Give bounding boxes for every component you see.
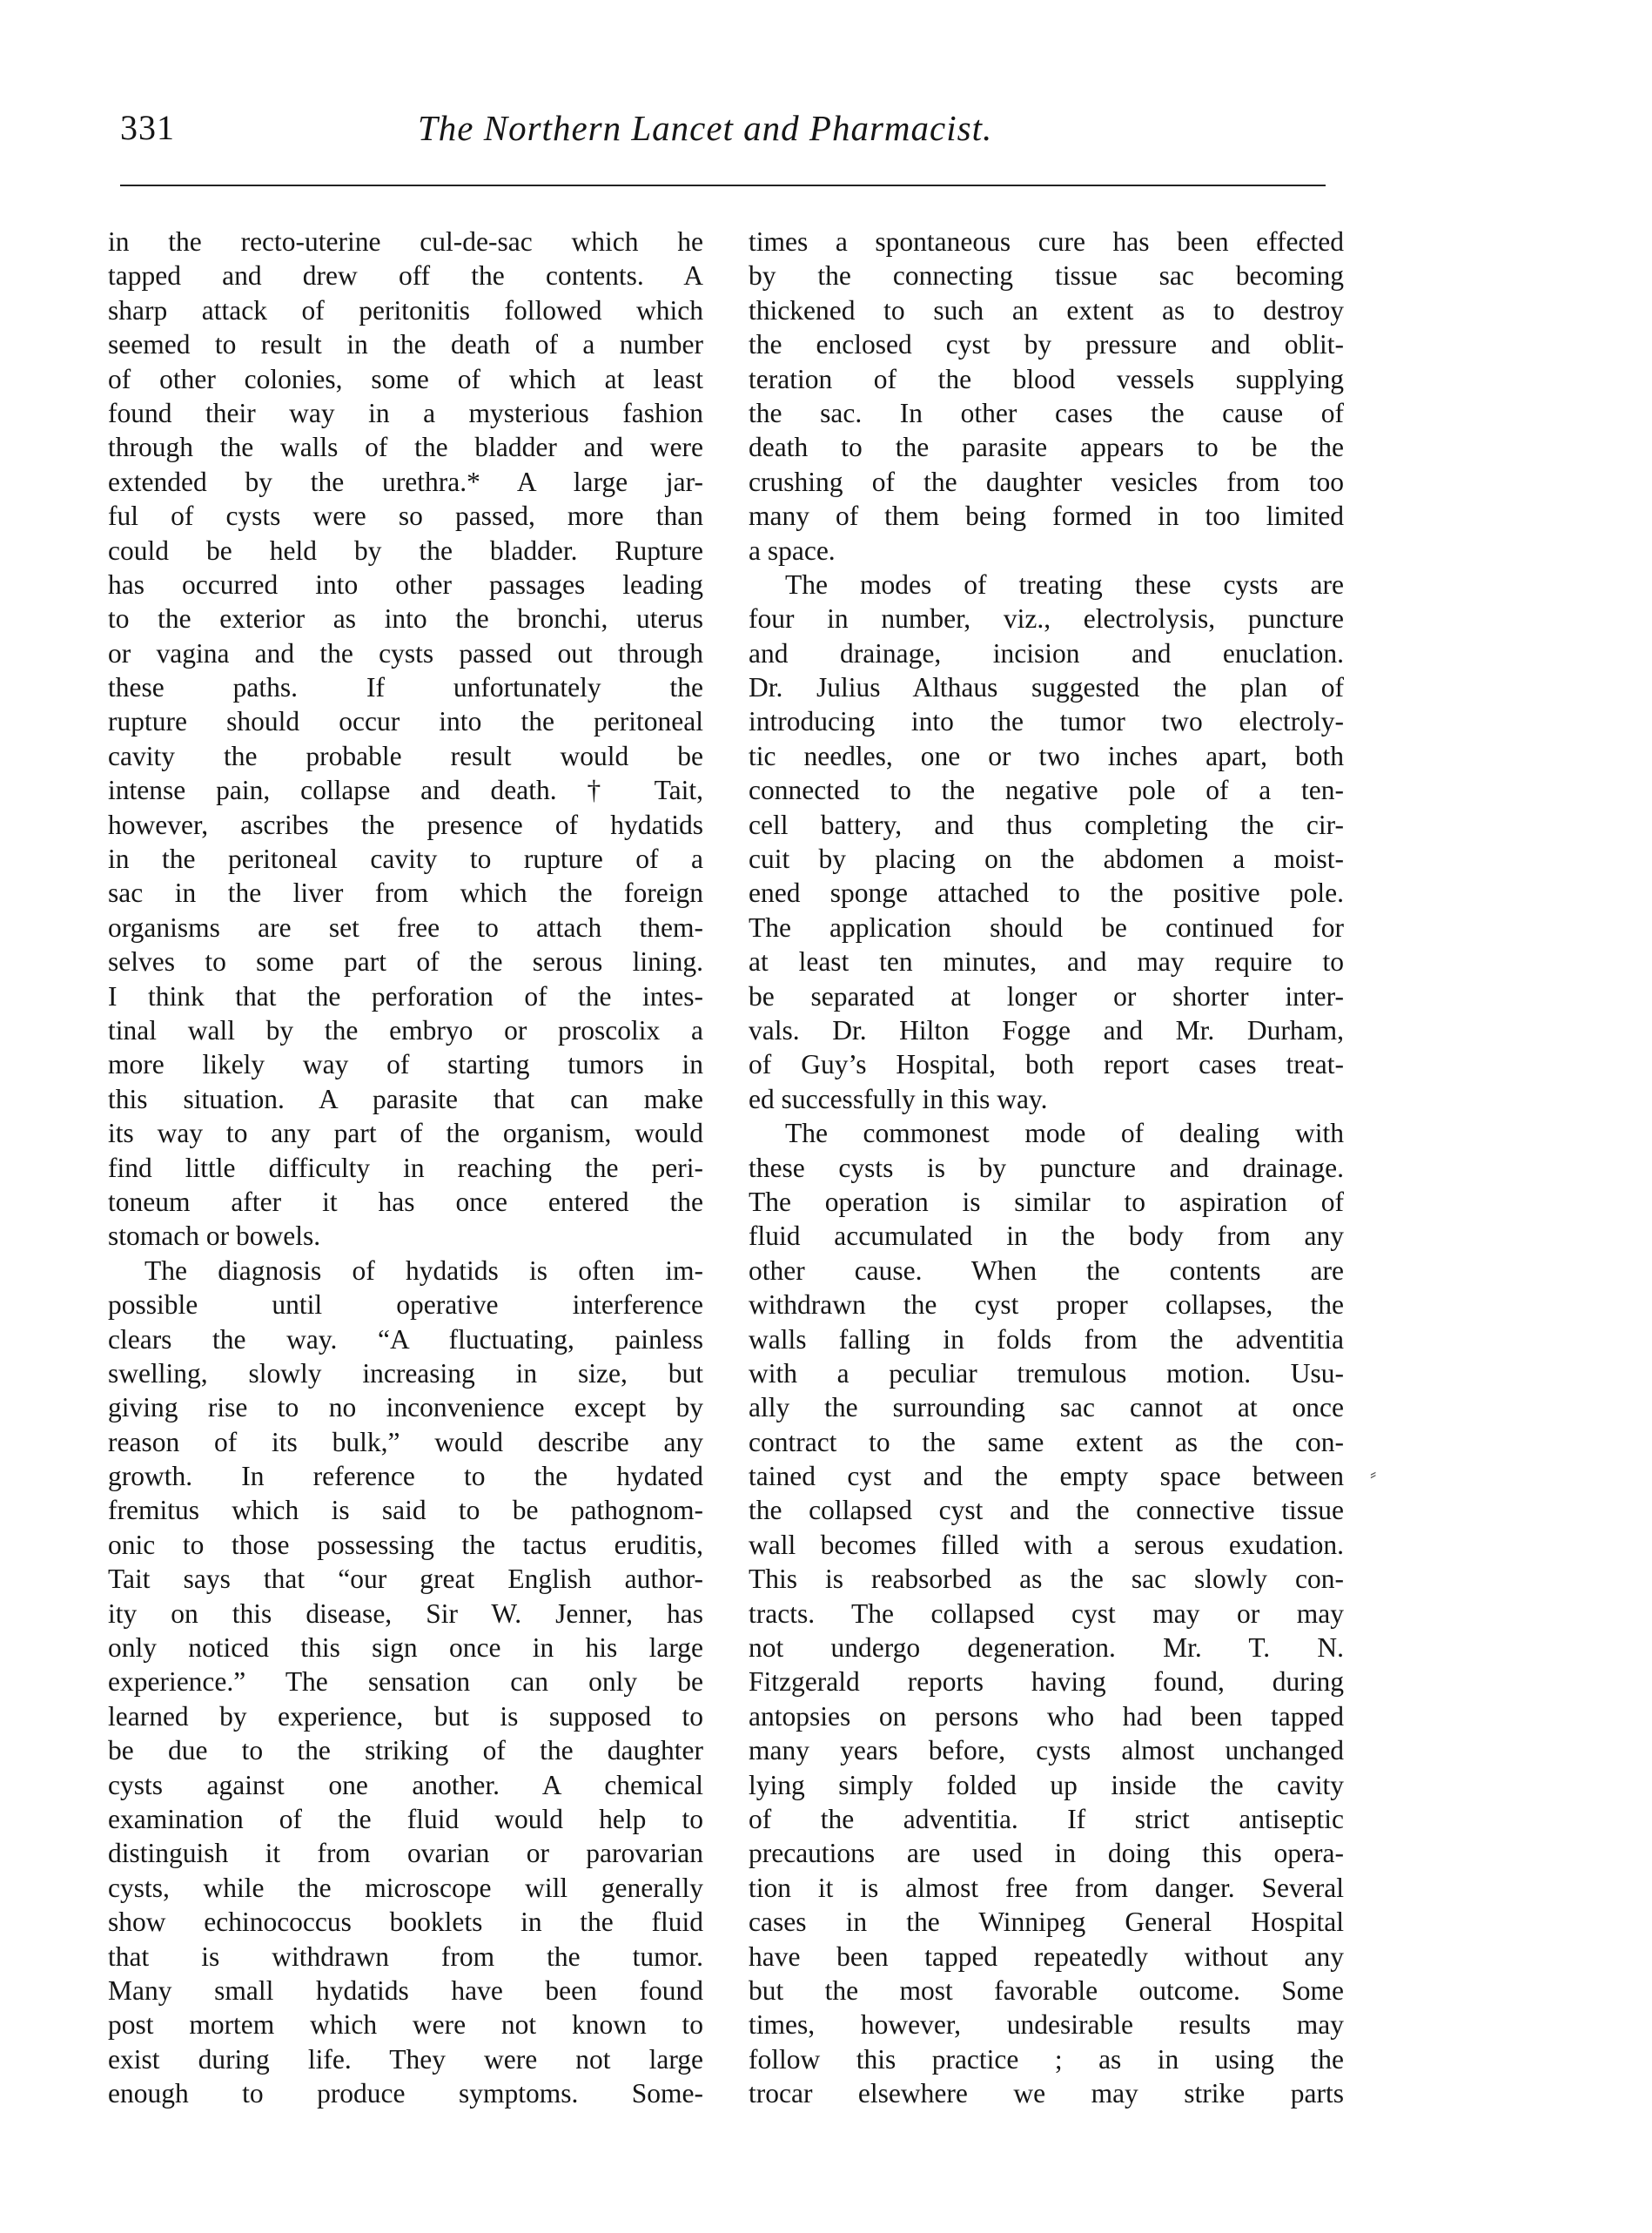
text-line: exist during life. They were not large	[108, 2043, 703, 2075]
text-line: however, ascribes the presence of hydatids	[108, 809, 703, 840]
text-line: ed successfully in this way.	[749, 1083, 1048, 1114]
text-line: this situation. A parasite that can make	[108, 1083, 703, 1114]
text-line: has occurred into other passages leading	[108, 568, 703, 600]
text-line: Many small hydatids have been found	[108, 1974, 703, 2006]
text-line: sharp attack of peritonitis followed which	[108, 294, 703, 326]
text-line: fremitus which is said to be pathognom-	[108, 1495, 703, 1526]
text-line: crushing of the daughter vesicles from too	[749, 466, 1344, 497]
text-line: sac in the liver from which the foreign	[108, 878, 703, 909]
text-line: growth. In reference to the hydated	[108, 1461, 703, 1492]
text-line: only noticed this sign once in his large	[108, 1632, 703, 1664]
text-line: cuit by placing on the abdomen a moist-	[749, 844, 1344, 875]
text-line: Dr. Julius Althaus suggested the plan of	[749, 672, 1344, 703]
text-line: not undergo degeneration. Mr. T. N.	[749, 1632, 1344, 1664]
left-column	[108, 225, 703, 2110]
text-line: reason of its bulk,” would describe any	[108, 1426, 703, 1457]
text-line: trocar elsewhere we may strike parts	[749, 2078, 1344, 2109]
text-line: precautions are used in doing this opera-	[749, 1838, 1344, 1869]
text-line: follow this practice ; as in using the	[749, 2043, 1344, 2075]
text-line: tinal wall by the embryo or proscolix a	[108, 1014, 703, 1046]
text-line: selves to some part of the serous lining.	[108, 946, 703, 978]
text-line: seemed to result in the death of a number	[108, 329, 703, 360]
text-line: organisms are set free to attach them-	[108, 911, 703, 943]
text-line: experience.” The sensation can only be	[108, 1666, 703, 1698]
text-line: other cause. When the contents are	[749, 1254, 1344, 1286]
text-line: walls falling in folds from the adventitia	[749, 1323, 1344, 1355]
text-line: times a spontaneous cure has been effected	[749, 226, 1344, 257]
text-line: The commonest mode of dealing with	[785, 1118, 1344, 1149]
text-line: cysts, while the microscope will generally	[108, 1872, 703, 1903]
text-line: have been tapped repeatedly without any	[749, 1940, 1344, 1972]
text-line: examination of the fluid would help to	[108, 1803, 703, 1834]
stray-margin-mark: ⸗	[1370, 1463, 1377, 1484]
text-line: possible until operative interference	[108, 1289, 703, 1321]
text-line: stomach or bowels.	[108, 1221, 321, 1252]
text-line: ened sponge attached to the positive pole.	[749, 878, 1344, 909]
text-line: tion it is almost free from danger. Several	[749, 1872, 1344, 1903]
text-line: onic to those possessing the tactus eruditis,	[108, 1529, 703, 1560]
text-line: of other colonies, some of which at least	[108, 363, 703, 394]
text-line: ally the surrounding sac cannot at once	[749, 1392, 1344, 1423]
text-line: distinguish it from ovarian or parovarian	[108, 1838, 703, 1869]
text-line: a space.	[749, 535, 836, 566]
text-line: through the walls of the bladder and were	[108, 432, 703, 463]
text-line: these paths. If unfortunately the	[108, 672, 703, 703]
text-line: intense pain, collapse and death. † Tait,	[108, 775, 703, 806]
text-line: many years before, cysts almost unchanged	[749, 1735, 1344, 1766]
text-line: swelling, slowly increasing in size, but	[108, 1357, 703, 1389]
text-line: by the connecting tissue sac becoming	[749, 260, 1344, 292]
text-line: cysts against one another. A chemical	[108, 1769, 703, 1800]
text-line: tic needles, one or two inches apart, both	[749, 740, 1344, 771]
text-line: these cysts is by puncture and drainage.	[749, 1152, 1344, 1183]
text-line: ity on this disease, Sir W. Jenner, has	[108, 1597, 703, 1629]
text-line: The modes of treating these cysts are	[785, 568, 1344, 600]
text-line: ful of cysts were so passed, more than	[108, 501, 703, 532]
text-line: This is reabsorbed as the sac slowly con-	[749, 1564, 1344, 1595]
text-line: Fitzgerald reports having found, during	[749, 1666, 1344, 1698]
text-line: of Guy’s Hospital, both report cases treat-	[749, 1049, 1344, 1080]
text-line: found their way in a mysterious fashion	[108, 397, 703, 428]
text-line: toneum after it has once entered the	[108, 1186, 703, 1217]
text-line: teration of the blood vessels supplying	[749, 363, 1344, 394]
text-line: vals. Dr. Hilton Fogge and Mr. Durham,	[749, 1014, 1344, 1046]
text-line: The application should be continued for	[749, 911, 1344, 943]
text-line: four in number, viz., electrolysis, puncture	[749, 603, 1344, 635]
page-number: 331	[120, 108, 175, 147]
text-line: withdrawn the cyst proper collapses, the	[749, 1289, 1344, 1321]
text-line: tained cyst and the empty space between	[749, 1461, 1344, 1492]
text-line: fluid accumulated in the body from any	[749, 1221, 1344, 1252]
text-line: but the most favorable outcome. Some	[749, 1974, 1344, 2006]
text-line: enough to produce symptoms. Some-	[108, 2078, 703, 2109]
header-rule	[120, 185, 1326, 186]
text-line: cell battery, and thus completing the cir-	[749, 809, 1344, 840]
text-line: antopsies on persons who had been tapped	[749, 1700, 1344, 1732]
text-line: be separated at longer or shorter inter-	[749, 980, 1344, 1012]
text-line: The operation is similar to aspiration of	[749, 1186, 1344, 1217]
text-line: introducing into the tumor two electroly-	[749, 706, 1344, 737]
text-line: with a peculiar tremulous motion. Usu-	[749, 1357, 1344, 1389]
text-line: find little difficulty in reaching the peri-	[108, 1152, 703, 1183]
right-column	[749, 225, 1344, 2110]
text-line: to the exterior as into the bronchi, uterus	[108, 603, 703, 635]
text-line: wall becomes filled with a serous exudation.	[749, 1529, 1344, 1560]
text-line: that is withdrawn from the tumor.	[108, 1940, 703, 1972]
text-line: contract to the same extent as the con-	[749, 1426, 1344, 1457]
text-line: be due to the striking of the daughter	[108, 1735, 703, 1766]
journal-title: The Northern Lancet and Pharmacist.	[418, 108, 993, 148]
text-line: the enclosed cyst by pressure and oblit-	[749, 329, 1344, 360]
text-line: at least ten minutes, and may require to	[749, 946, 1344, 978]
text-line: lying simply folded up inside the cavity	[749, 1769, 1344, 1800]
text-line: The diagnosis of hydatids is often im-	[144, 1254, 703, 1286]
text-line: could be held by the bladder. Rupture	[108, 535, 703, 566]
text-line: or vagina and the cysts passed out through	[108, 637, 703, 669]
text-line: show echinococcus booklets in the fluid	[108, 1907, 703, 1938]
text-line: tapped and drew off the contents. A	[108, 260, 703, 292]
text-line: of the adventitia. If strict antiseptic	[749, 1803, 1344, 1834]
text-line: many of them being formed in too limited	[749, 501, 1344, 532]
text-line: times, however, undesirable results may	[749, 2009, 1344, 2041]
text-line: more likely way of starting tumors in	[108, 1049, 703, 1080]
text-line: cavity the probable result would be	[108, 740, 703, 771]
text-line: and drainage, incision and enuclation.	[749, 637, 1344, 669]
text-line: in the peritoneal cavity to rupture of a	[108, 844, 703, 875]
text-line: Tait says that “our great English author-	[108, 1564, 703, 1595]
text-line: rupture should occur into the peritoneal	[108, 706, 703, 737]
text-line: giving rise to no inconvenience except by	[108, 1392, 703, 1423]
text-line: its way to any part of the organism, would	[108, 1118, 703, 1149]
text-line: the sac. In other cases the cause of	[749, 397, 1344, 428]
text-line: tracts. The collapsed cyst may or may	[749, 1597, 1344, 1629]
text-line: cases in the Winnipeg General Hospital	[749, 1907, 1344, 1938]
text-line: I think that the perforation of the intes-	[108, 980, 703, 1012]
text-line: clears the way. “A fluctuating, painless	[108, 1323, 703, 1355]
text-line: death to the parasite appears to be the	[749, 432, 1344, 463]
text-line: thickened to such an extent as to destroy	[749, 294, 1344, 326]
text-line: in the recto-uterine cul-de-sac which he	[108, 226, 703, 257]
text-line: post mortem which were not known to	[108, 2009, 703, 2041]
text-line: the collapsed cyst and the connective tissue	[749, 1495, 1344, 1526]
text-line: extended by the urethra.* A large jar-	[108, 466, 703, 497]
text-line: learned by experience, but is supposed to	[108, 1700, 703, 1732]
text-line: connected to the negative pole of a ten-	[749, 775, 1344, 806]
